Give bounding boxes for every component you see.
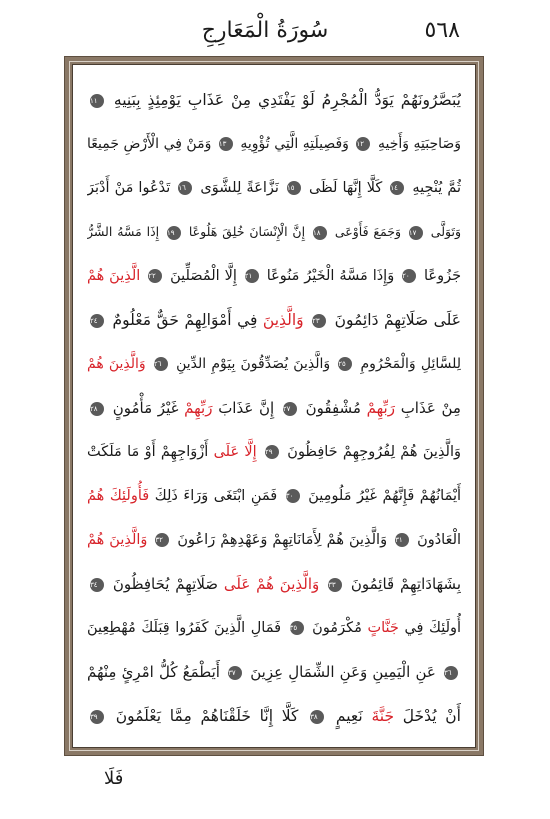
- verse-line: [87, 611, 461, 645]
- highlighted-text: رَبِّهِمْ: [184, 399, 213, 417]
- verse-text: فِي أَمْوَالِهِمْ حَقٌّ مَعْلُومٌ: [112, 311, 258, 329]
- verse-text: يُبَصَّرُونَهُمْ يَوَدُّ الْمُجْرِمُ لَوْ يَفْتَدِي مِنْ عَذَابِ يَوْمِئِذٍ بِبَنِيهِ: [113, 91, 461, 109]
- verse-text: إِذَا مَسَّهُ الشَّرُّ: [87, 224, 160, 239]
- ayah-number-marker: ١٨: [313, 226, 327, 240]
- frame-ring: [69, 61, 479, 751]
- verse-text: أَيْمَانُهُمْ فَإِنَّهُمْ غَيْرُ مَلُومِينَ: [308, 488, 461, 504]
- ayah-number-marker: ٣٤: [90, 578, 104, 592]
- surah-title: سُورَةُ الْمَعَارِجِ: [201, 18, 329, 43]
- verse-text: وَتَوَلَّى: [430, 224, 461, 239]
- ayah-number-marker: ١٩: [167, 226, 181, 240]
- verse-text: وَمَنْ فِي الْأَرْضِ جَمِيعًا: [87, 136, 212, 152]
- page-number: ٥٦٨: [424, 18, 460, 43]
- verse-line: [87, 171, 461, 205]
- verse-line: [87, 435, 461, 469]
- highlighted-text: وَالَّذِينَ هُمْ: [87, 532, 148, 548]
- verse-line: [87, 83, 461, 117]
- verse-text: وَجَمَعَ فَأَوْعَى: [334, 224, 402, 239]
- ayah-number-marker: ٣٨: [310, 710, 324, 724]
- verse-text: وَالَّذِينَ يُصَدِّقُونَ بِيَوْمِ الدِّينِ: [176, 356, 331, 372]
- verse-text: نَزَّاعَةً لِلشَّوَى: [200, 180, 279, 196]
- quran-text-block: [72, 64, 476, 748]
- ayah-number-marker: ٣٦: [444, 666, 458, 680]
- verse-line: [87, 655, 461, 689]
- verse-line: [87, 127, 461, 161]
- ayah-number-marker: ٣٣: [328, 578, 342, 592]
- ayah-number-marker: ٣٩: [90, 710, 104, 724]
- ayah-number-marker: ٢٩: [265, 445, 279, 459]
- verse-text: فَمَنِ ابْتَغَى وَرَاءَ ذَلِكَ: [154, 488, 278, 504]
- ayah-number-marker: ٢٤: [90, 314, 104, 328]
- verse-text: إِنَّ عَذَابَ: [218, 399, 275, 417]
- verse-text: وَصَاحِبَتِهِ وَأَخِيهِ: [377, 136, 461, 152]
- verse-text: نَعِيمٍ: [335, 707, 363, 725]
- highlighted-text: وَالَّذِينَ هُمْ: [256, 575, 320, 593]
- ayah-number-marker: ١٤: [390, 181, 404, 195]
- verse-text: مُكْرَمُونَ: [312, 620, 362, 636]
- highlighted-text: فَأُولَئِكَ هُمُ: [87, 488, 150, 504]
- verse-text: كَلَّا إِنَّا خَلَقْنَاهُمْ مِمَّا يَعْلَمُونَ: [115, 707, 299, 725]
- verse-text: الْعَادُونَ: [417, 532, 461, 548]
- verse-text: فَمَالِ الَّذِينَ كَفَرُوا قِبَلَكَ مُهْطِعِينَ: [87, 620, 282, 636]
- verse-text: غَيْرُ مَأْمُونٍ: [112, 399, 179, 417]
- highlighted-text: إِلَّا عَلَى: [213, 444, 257, 460]
- verse-line: [87, 479, 461, 513]
- verse-text: عَلَى صَلَاتِهِمْ دَائِمُونَ: [334, 311, 461, 329]
- ayah-number-marker: ١٣: [219, 137, 233, 151]
- ayah-number-marker: ٢٠: [402, 269, 416, 283]
- verse-text: وَالَّذِينَ هُمْ لِأَمَانَاتِهِمْ وَعَهْدِهِمْ رَاعُونَ: [177, 532, 388, 548]
- ayah-number-marker: ٣٠: [286, 489, 300, 503]
- verse-line: [87, 259, 461, 293]
- ayah-number-marker: ١٦: [178, 181, 192, 195]
- ayah-number-marker: ٢٦: [154, 357, 168, 371]
- verse-text: أُولَئِكَ فِي: [404, 620, 461, 636]
- verse-text: صَلَاتِهِمْ يُحَافِظُونَ: [112, 575, 219, 593]
- ayah-number-marker: ٣٢: [155, 533, 169, 547]
- highlighted-text: جَنَّاتٍ: [367, 620, 399, 636]
- verse-text: تَدْعُوا مَنْ أَدْبَرَ: [87, 180, 171, 196]
- verse-line: [87, 347, 461, 381]
- verse-text: لِلسَّائِلِ وَالْمَحْرُومِ: [360, 356, 461, 372]
- ayah-number-marker: ٢٥: [338, 357, 352, 371]
- verse-text: إِنَّ الْإِنْسَانَ خُلِقَ هَلُوعًا: [188, 224, 306, 239]
- verse-line: [87, 215, 461, 249]
- highlighted-text: وَالَّذِينَ: [262, 311, 304, 329]
- highlighted-text: عَلَى: [223, 575, 251, 593]
- ayah-number-marker: ٢٣: [312, 314, 326, 328]
- ayah-number-marker: ١١: [90, 94, 104, 108]
- highlighted-text: الَّذِينَ هُمْ: [87, 268, 141, 284]
- verse-text: عَنِ الْيَمِينِ وَعَنِ الشِّمَالِ عِزِينَ: [250, 663, 436, 681]
- highlighted-text: جَنَّةَ: [371, 707, 395, 725]
- verse-text: مُشْفِقُونَ: [305, 399, 361, 417]
- ayah-number-marker: ١٧: [409, 226, 423, 240]
- verse-text: وَإِذَا مَسَّهُ الْخَيْرُ مَنُوعًا: [266, 268, 395, 284]
- ayah-number-marker: ٢٧: [283, 402, 297, 416]
- verse-text: بِشَهَادَاتِهِمْ قَائِمُونَ: [350, 575, 461, 593]
- page-header: [0, 12, 550, 52]
- verse-text: جَزُوعًا: [424, 268, 461, 284]
- page-frame: [64, 56, 484, 756]
- verse-text: وَالَّذِينَ هُمْ لِفُرُوجِهِمْ حَافِظُونَ: [287, 444, 461, 460]
- verse-text: كَلَّا إِنَّهَا لَظَى: [309, 180, 383, 196]
- ayah-number-marker: ٣٧: [228, 666, 242, 680]
- ayah-number-marker: ٢١: [245, 269, 259, 283]
- ayah-number-marker: ١٢: [356, 137, 370, 151]
- highlighted-text: رَبِّهِمْ: [366, 399, 395, 417]
- verse-line: [87, 567, 461, 601]
- verse-line: [87, 391, 461, 425]
- verse-line: [87, 523, 461, 557]
- ayah-number-marker: ٢٢: [148, 269, 162, 283]
- verse-text: مِنْ عَذَابِ: [400, 399, 461, 417]
- catchword: فَلَا: [104, 768, 124, 789]
- verse-line: [87, 699, 461, 733]
- verse-text: إِلَّا الْمُصَلِّينَ: [170, 268, 237, 284]
- ayah-number-marker: ٣١: [395, 533, 409, 547]
- highlighted-text: وَالَّذِينَ هُمْ: [87, 356, 146, 372]
- ayah-number-marker: ٣٥: [290, 621, 304, 635]
- verse-text: أَيَطْمَعُ كُلُّ امْرِئٍ مِنْهُمْ: [87, 663, 220, 681]
- verse-text: وَفَصِيلَتِهِ الَّتِي تُؤْوِيهِ: [240, 136, 349, 152]
- ayah-number-marker: ١٥: [287, 181, 301, 195]
- verse-line: [87, 303, 461, 337]
- ayah-number-marker: ٢٨: [90, 402, 104, 416]
- verse-text: ثُمَّ يُنْجِيهِ: [412, 180, 461, 196]
- verse-text: أَنْ يُدْخَلَ: [402, 707, 461, 725]
- verse-text: أَزْوَاجِهِمْ أَوْ مَا مَلَكَتْ: [87, 444, 209, 460]
